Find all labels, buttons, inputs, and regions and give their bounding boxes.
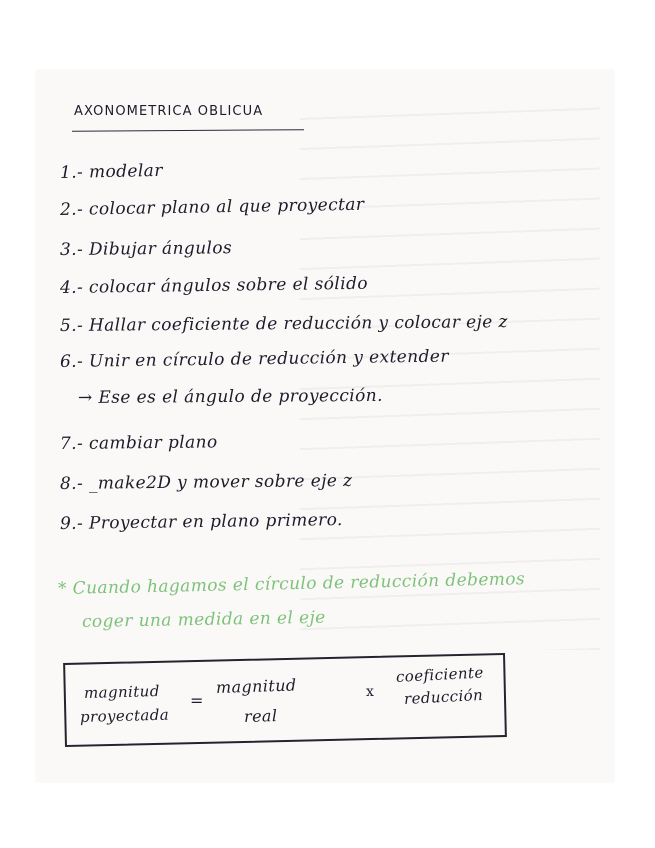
step-6-arrow-note: → Ese es el ángulo de proyección. [77,385,383,408]
step-4: 4.- colocar ángulos sobre el sólido [59,273,369,298]
page-title: AXONOMETRICA OBLICUA [74,104,264,119]
formula-lhs-bottom: proyectada [79,705,170,726]
green-note-line-1: * Cuando hagamos el círculo de reducción debemos [57,569,526,599]
step-7: 7.- cambiar plano [59,432,218,454]
formula-mid-bottom: real [243,706,278,726]
step-1: 1.- modelar [59,160,163,183]
step-6: 6.- Unir en círculo de reducción y extender [59,346,449,372]
formula-rhs-bottom: reducción [403,685,484,708]
formula-mid-top: magnitud [215,675,297,697]
green-note-line-2: coger una medida en el eje [81,607,326,632]
formula-equals: = [190,691,204,710]
step-5: 5.- Hallar coeficiente de reducción y colocar eje z [59,312,508,336]
step-3: 3.- Dibujar ángulos [59,238,233,260]
formula-rhs-top: coeficiente [395,663,485,686]
step-8: 8.- _make2D y mover sobre eje z [59,470,353,494]
step-9: 9.- Proyectar en plano primero. [59,510,343,534]
formula-times: x [366,684,375,700]
step-2: 2.- colocar plano al que proyectar [59,194,365,220]
formula-lhs-top: magnitud [83,682,160,702]
